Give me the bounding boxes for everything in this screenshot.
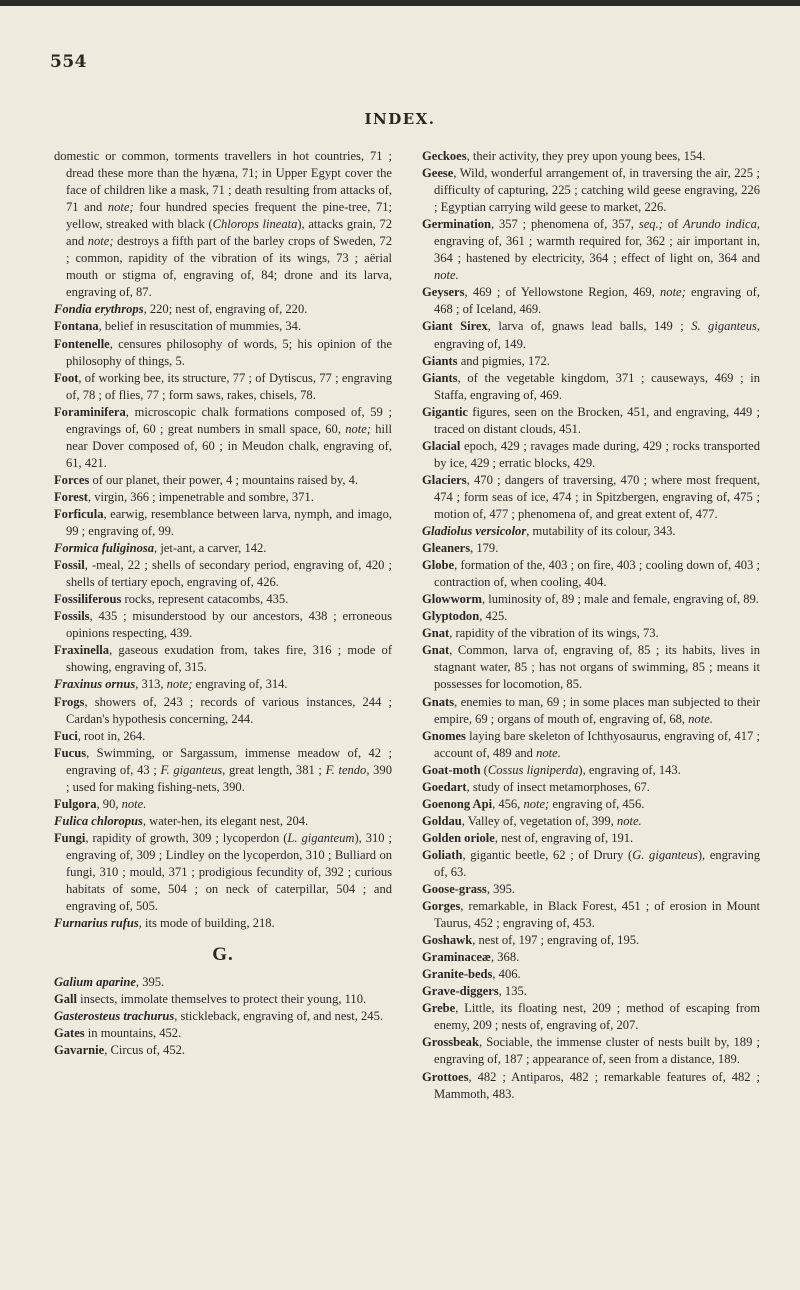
- entry-headword: Geese: [422, 166, 454, 181]
- entry-italic-text: Chlorops lineata: [212, 217, 298, 232]
- index-entry: [422, 983, 760, 1000]
- entry-headword: Goat-moth: [422, 762, 481, 777]
- entry-text: , 135.: [498, 984, 527, 999]
- entry-text: , water-hen, its elegant nest, 204.: [142, 813, 309, 828]
- entry-text: hill near Dover composed of, 60 ; in Meudon chalk, engraving of, 61, 421.: [66, 421, 392, 470]
- entry-italic-text: S. giganteus: [691, 319, 757, 334]
- entry-italic-text: note.: [536, 745, 561, 760]
- index-entry: [422, 796, 760, 813]
- entry-italic-text: note.: [616, 813, 642, 828]
- entry-text: , engraving of, 361 ; warmth required for, 362 ; air important in, 364 ; hastened by electricity, 364 ; effect of light on, 364 and: [434, 217, 760, 266]
- entry-text: , Valley of, vegetation of, 399,: [461, 813, 617, 828]
- index-column-right: [422, 148, 760, 1103]
- entry-text: , rapidity of growth, 309 ; lycoperdon (: [85, 830, 288, 845]
- entry-headword: Grottoes: [422, 1069, 469, 1084]
- entry-headword: Formica fuliginosa: [54, 541, 155, 556]
- entry-text: , luminosity of, 89 ; male and female, engraving of, 89.: [481, 592, 759, 607]
- entry-text: , 390 ; used for making fishing-nets, 390.: [66, 762, 392, 794]
- entry-headword: Forest: [54, 489, 88, 504]
- index-entry: [422, 353, 760, 370]
- entry-headword: Foraminifera: [54, 404, 126, 419]
- entry-italic-text: note;: [345, 421, 371, 436]
- entry-headword: Forficula: [54, 506, 104, 521]
- entry-headword: Gates: [54, 1026, 85, 1041]
- index-entry: [422, 932, 760, 949]
- entry-text: , their activity, they prey upon young bees, 154.: [466, 149, 706, 163]
- entry-headword: Gnat: [422, 626, 450, 641]
- entry-headword: Gnat: [422, 643, 450, 658]
- index-entry: [422, 608, 760, 625]
- index-entry: [422, 370, 760, 404]
- entry-italic-text: note;: [660, 285, 686, 300]
- index-entry: [54, 608, 392, 642]
- entry-text: , stickleback, engraving of, and nest, 245.: [174, 1009, 383, 1024]
- entry-headword: Fondia erythrops: [54, 302, 144, 317]
- entry-text: ), attacks grain, 72 and: [66, 217, 392, 249]
- index-entry: [54, 489, 392, 506]
- index-entry: [422, 694, 760, 728]
- entry-text: insects, immolate themselves to protect their young, 110.: [77, 992, 367, 1007]
- entry-text: in mountains, 452.: [84, 1026, 182, 1041]
- entry-text: (: [480, 762, 488, 777]
- index-entry: [54, 991, 392, 1008]
- entry-headword: Fraxinus ornus: [54, 677, 136, 692]
- running-header: INDEX.: [364, 110, 436, 128]
- entry-headword: Gnats: [422, 694, 455, 709]
- entry-text: , root in, 264.: [77, 728, 146, 743]
- index-entry: [422, 318, 760, 352]
- index-entry: [422, 847, 760, 881]
- entry-italic-text: seq.;: [638, 217, 663, 232]
- entry-italic-text: note;: [166, 677, 193, 692]
- entry-text: , engraving of, 149.: [434, 319, 760, 351]
- entry-headword: Fulica chloropus: [54, 813, 143, 828]
- entry-text: , jet-ant, a carver, 142.: [154, 541, 267, 556]
- entry-text: , censures philosophy of words, 5; his opinion of the philosophy of things, 5.: [66, 336, 392, 368]
- entry-headword: Gavarnie: [54, 1043, 105, 1058]
- entry-text: , gigantic beetle, 62 ; of Drury (: [462, 847, 633, 862]
- entry-text: , 313,: [135, 677, 167, 692]
- entry-italic-text: note.: [121, 796, 147, 811]
- entry-text: , -meal, 22 ; shells of secondary period, engraving of, 420 ; shells of tertiary epoch, engraving of, 426.: [66, 558, 392, 590]
- entry-headword: Gigantic: [422, 404, 469, 419]
- index-entry: [422, 625, 760, 642]
- index-entry: [422, 949, 760, 966]
- entry-text: , larva of, gnaws lead balls, 149 ;: [487, 319, 692, 334]
- entry-headword: Fossil: [54, 558, 85, 573]
- entry-headword: Granite-beds: [422, 967, 493, 982]
- entry-italic-text: L. giganteum: [287, 830, 355, 845]
- entry-text: rocks, represent catacombs, 435.: [121, 592, 289, 607]
- entry-text: , 435 ; misunderstood by our ancestors, 438 ; erroneous opinions respecting, 439.: [66, 609, 392, 641]
- index-entry: [422, 762, 760, 779]
- entry-text: , Wild, wonderful arrangement of, in traversing the air, 225 ; difficulty of capturing, 225 ; catching wild geese engraving, 226 ; Egyptian carrying wild geese to market, 226.: [434, 166, 760, 215]
- index-entry: [54, 676, 392, 693]
- index-entry: [54, 148, 392, 301]
- entry-headword: Gall: [54, 992, 78, 1007]
- entry-text: , rapidity of the vibration of its wings, 73.: [449, 626, 659, 641]
- entry-text: epoch, 429 ; ravages made during, 429 ; rocks transported by ice, 429 ; erratic blocks, 429.: [434, 438, 760, 470]
- entry-italic-text: note;: [87, 234, 114, 249]
- index-entry: [422, 540, 760, 557]
- entry-italic-text: note;: [107, 200, 134, 215]
- index-entry: [54, 336, 392, 370]
- entry-italic-text: note.: [688, 711, 713, 726]
- entry-text: , gaseous exudation from, takes fire, 316 ; mode of showing, engraving of, 315.: [66, 643, 392, 675]
- entry-headword: Gleaners: [422, 541, 471, 556]
- index-entry: [422, 523, 760, 540]
- entry-headword: Foot: [54, 370, 79, 385]
- entry-headword: Goliath: [422, 847, 463, 862]
- entry-text: , Swimming, or Sargassum, immense meadow of, 42 ; engraving of, 43 ;: [66, 745, 392, 777]
- index-entry: [54, 830, 392, 915]
- entry-text: , great length, 381 ;: [222, 762, 326, 777]
- index-entry: [422, 966, 760, 983]
- entry-headword: Goshawk: [422, 933, 473, 948]
- entry-text: , formation of the, 403 ; on fire, 403 ; cooling down of, 403 ; contraction of, when cooling, 404.: [434, 558, 760, 590]
- entry-headword: Glaciers: [422, 472, 467, 487]
- index-entry: [54, 370, 392, 404]
- entry-text: , microscopic chalk formations composed of, 59 ; engravings of, 60 ; great numbers in small space, 60,: [66, 404, 392, 436]
- entry-text: , 395.: [135, 975, 165, 990]
- entry-text: and pigmies, 172.: [457, 353, 550, 368]
- entry-headword: Gorges: [422, 899, 461, 914]
- index-entry: [422, 1034, 760, 1068]
- entry-text: , 220; nest of, engraving of, 220.: [143, 302, 308, 317]
- entry-text: , 368.: [491, 950, 520, 965]
- entry-text: , 456,: [492, 796, 524, 811]
- entry-italic-text: G. giganteus: [632, 847, 698, 862]
- entry-headword: Fontenelle: [54, 336, 110, 351]
- index-entry: [54, 404, 392, 472]
- index-entry: [422, 898, 760, 932]
- entry-headword: Glowworm: [422, 592, 482, 607]
- index-entry: [54, 642, 392, 676]
- entry-headword: Fulgora: [54, 796, 97, 811]
- entry-text: , earwig, resemblance between larva, nymph, and imago, 99 ; engraving of, 99.: [66, 506, 392, 539]
- index-entry: [422, 216, 760, 284]
- entry-headword: Goedart: [422, 779, 467, 794]
- entry-headword: Fossiliferous: [54, 592, 122, 607]
- index-entry: [54, 1042, 392, 1059]
- index-entry: [422, 284, 760, 318]
- entry-headword: Goenong Api: [422, 796, 493, 811]
- index-entry: [54, 301, 392, 318]
- entry-text: , 470 ; dangers of traversing, 470 ; where most frequent, 474 ; form seas of ice, 474 ; in Spitzbergen, engraving of, 475 ; motion of, 477 ; phenomena of, and great extent of, 477.: [434, 472, 760, 521]
- entry-headword: Fossils: [54, 609, 90, 624]
- entry-text: engraving of, 468 ; of Iceland, 469.: [434, 285, 761, 317]
- index-entry: [54, 728, 392, 745]
- entry-headword: Fucus: [54, 745, 87, 760]
- index-column-left: [54, 148, 392, 1059]
- index-entry: [54, 694, 392, 728]
- index-entry: [422, 148, 760, 165]
- entry-text: , nest of, 197 ; engraving of, 195.: [472, 933, 640, 948]
- entry-text: , Sociable, the immense cluster of nests built by, 189 ; engraving of, 187 ; appearance of, seen from a distance, 189.: [434, 1035, 760, 1067]
- entry-text: , 357 ; phenomena of, 357,: [491, 217, 639, 232]
- entry-headword: Grossbeak: [422, 1035, 479, 1050]
- index-entry: [54, 974, 392, 991]
- entry-italic-text: note.: [434, 268, 459, 283]
- entry-text: engraving of, 314.: [192, 677, 288, 692]
- entry-text: four hundred species frequent the pine-tree, 71; yellow, streaked with black (: [66, 200, 392, 232]
- entry-text: , virgin, 366 ; impenetrable and sombre, 371.: [87, 489, 314, 504]
- entry-text: , Common, larva of, engraving of, 85 ; its habits, lives in stagnant water, 85 ; has not organs of swimming, 85 ; means it possesses for locomotion, 85.: [434, 643, 760, 692]
- index-entry: [422, 404, 760, 438]
- entry-text: of our planet, their power, 4 ; mountains raised by, 4.: [89, 472, 359, 487]
- index-entry: [422, 642, 760, 693]
- index-entry: [54, 318, 392, 335]
- entry-text: , 482 ; Antiparos, 482 ; remarkable features of, 482 ; Mammoth, 483.: [434, 1069, 760, 1101]
- entry-headword: Galium aparine: [54, 975, 136, 990]
- entry-headword: Fontana: [54, 319, 99, 334]
- entry-text: , remarkable, in Black Forest, 451 ; of erosion in Mount Taurus, 452 ; engraving of, 453.: [434, 899, 760, 931]
- entry-italic-text: Arundo indica: [683, 217, 757, 232]
- entry-italic-text: F. tendo: [325, 762, 367, 777]
- entry-text: , nest of, engraving of, 191.: [494, 830, 634, 845]
- index-entry: [54, 472, 392, 489]
- entry-headword: Giant Sirex: [422, 319, 488, 334]
- entry-text: , 425.: [479, 609, 508, 624]
- entry-text: , 90,: [96, 796, 122, 811]
- entry-text: ), 310 ; engraving of, 309 ; Lindley on the lycoperdon, 310 ; Bulliard on fungi, 310 ; mould, 371 ; prodigious fecundity of, 392 ; curious habitats of some, 504 ; on neck of caterpillar, 504 ; and engraving of, 505.: [66, 830, 392, 914]
- entry-text: , showers of, 243 ; records of various instances, 244 ; Cardan's hypothesis concerning, 244.: [66, 694, 392, 726]
- entry-headword: Giants: [422, 353, 458, 368]
- entry-text: ), engraving of, 63.: [434, 847, 760, 879]
- entry-text: , Circus of, 452.: [104, 1043, 186, 1058]
- index-entry: [422, 165, 760, 216]
- entry-headword: Grebe: [422, 1001, 456, 1016]
- entry-text: , 179.: [470, 541, 499, 556]
- entry-text: , its mode of building, 218.: [138, 916, 275, 931]
- index-entry: [54, 915, 392, 932]
- index-entry: [422, 1069, 760, 1103]
- index-entry: [422, 779, 760, 796]
- entry-headword: Gladiolus versicolor: [422, 524, 527, 539]
- index-entry: [422, 557, 760, 591]
- entry-headword: Germination: [422, 217, 492, 232]
- entry-headword: Frogs: [54, 694, 85, 709]
- index-entry: [54, 796, 392, 813]
- entry-headword: Gnomes: [422, 728, 466, 743]
- entry-headword: Goose-grass: [422, 882, 487, 897]
- book-page: [0, 6, 800, 1290]
- index-entry: [54, 1008, 392, 1025]
- section-letter: G.: [212, 944, 234, 966]
- index-entry: [422, 1000, 760, 1034]
- index-entry: [422, 813, 760, 830]
- index-entry: [54, 506, 392, 540]
- entry-text: figures, seen on the Brocken, 451, and engraving, 449 ; traced on distant clouds, 451.: [434, 404, 760, 436]
- entry-text: ), engraving of, 143.: [578, 762, 681, 777]
- index-entry: [422, 728, 760, 762]
- entry-text: , Little, its floating nest, 209 ; method of escaping from enemy, 209 ; nests of, engraving of, 207.: [434, 1001, 760, 1033]
- entry-headword: Geckoes: [422, 149, 467, 163]
- entry-headword: Golden oriole: [422, 830, 495, 845]
- index-entry: [54, 591, 392, 608]
- entry-text: laying bare skeleton of Ichthyosaurus, engraving of, 417 ; account of, 489 and: [434, 728, 760, 760]
- entry-headword: Globe: [422, 558, 455, 573]
- entry-headword: Glyptodon: [422, 609, 480, 624]
- entry-headword: Glacial: [422, 438, 461, 453]
- entry-text: , belief in resuscitation of mummies, 34.: [98, 319, 302, 334]
- entry-headword: Grave-diggers: [422, 984, 499, 999]
- index-entry: [54, 557, 392, 591]
- entry-text: , study of insect metamorphoses, 67.: [466, 779, 650, 794]
- page-number: 554: [50, 52, 87, 72]
- entry-text: , mutability of its colour, 343.: [526, 524, 676, 539]
- index-entry: [54, 813, 392, 830]
- entry-headword: Fungi: [54, 830, 86, 845]
- entry-headword: Furnarius rufus: [54, 916, 139, 931]
- entry-text: , 395.: [486, 882, 516, 897]
- entry-headword: Graminaceæ: [422, 950, 491, 965]
- entry-headword: Geysers: [422, 285, 465, 300]
- index-entry: [422, 830, 760, 847]
- entry-text: destroys a fifth part of the barley crops of Sweden, 72 ; common, rapidity of the vibration of its wings, 73 ; aërial mouth or stigma of, engraving of, 84; drone and its larva, engraving of, 87.: [66, 234, 392, 300]
- entry-italic-text: F. giganteus: [160, 762, 223, 777]
- entry-text: , 406.: [492, 967, 521, 982]
- index-entry: [54, 540, 392, 557]
- entry-text: , of working bee, its structure, 77 ; of Dytiscus, 77 ; engraving of, 78 ; of flies, 77 ; form saws, rakes, chisels, 78.: [66, 370, 392, 402]
- entry-italic-text: Cossus ligniperda: [487, 762, 579, 777]
- index-entry: [54, 1025, 392, 1042]
- entry-italic-text: note;: [523, 796, 550, 811]
- entry-text: of: [662, 217, 684, 232]
- index-entry: [422, 472, 760, 523]
- index-entry: [54, 745, 392, 796]
- entry-text: engraving of, 456.: [549, 796, 645, 811]
- entry-headword: Goldau: [422, 813, 462, 828]
- entry-text: , of the vegetable kingdom, 371 ; causeways, 469 ; in Staffa, engraving of, 469.: [434, 370, 760, 402]
- entry-headword: Forces: [54, 472, 90, 487]
- entry-headword: Fraxinella: [54, 643, 110, 658]
- entry-text: , enemies to man, 69 ; in some places man subjected to their empire, 69 ; organs of mouth of, engraving of, 68,: [434, 694, 760, 726]
- index-entry: [422, 591, 760, 608]
- entry-text: , 469 ; of Yellowstone Region, 469,: [464, 285, 661, 300]
- entry-headword: Fuci: [54, 728, 78, 743]
- entry-text: domestic or common, torments travellers in hot countries, 71 ; dread these more than the hyæna, 71; in Upper Egypt cover the face of children like a mask, 71 ; death resulting from attacks of, 71 and: [54, 149, 392, 215]
- entry-headword: Giants: [422, 370, 458, 385]
- entry-headword: Gasterosteus trachurus: [54, 1009, 175, 1024]
- index-entry: [422, 881, 760, 898]
- index-entry: [422, 438, 760, 472]
